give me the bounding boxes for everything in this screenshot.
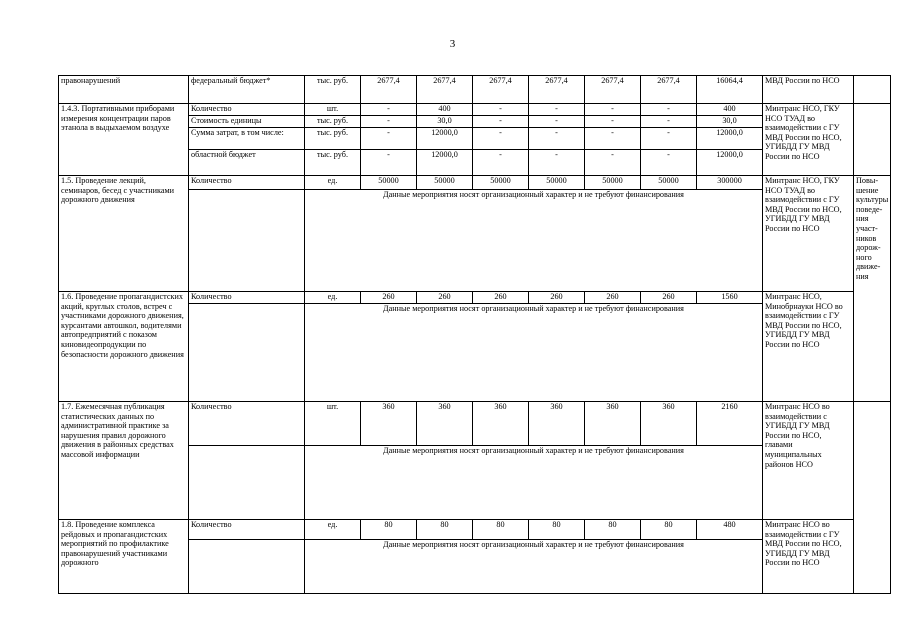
value-cell: 260 — [529, 292, 585, 304]
value-cell: 80 — [529, 520, 585, 540]
value-cell: - — [361, 128, 417, 150]
org-note: Данные мероприятия носят организационный характер и не требуют финансирования — [305, 190, 763, 292]
unit-cell: тыс. руб. — [305, 116, 361, 128]
event-name: 1.4.3. Портативными приборами измерения концентрации паров этанола в выдыхаемом воздухе — [59, 104, 189, 176]
org-note: Данные мероприятия носят организационный характер и не требуют финансирования — [305, 446, 763, 520]
value-cell: - — [641, 150, 697, 176]
value-cell: 260 — [585, 292, 641, 304]
result-cell-empty — [854, 402, 891, 594]
unit-cell: ед. — [305, 176, 361, 190]
value-cell: - — [473, 116, 529, 128]
indicator-cell: Количество — [189, 176, 305, 190]
unit-cell: ед. — [305, 292, 361, 304]
expected-result: Повы-шение культуры поведе-ния участ-ников дорож-ного движе-ния — [854, 176, 891, 402]
value-cell: - — [529, 104, 585, 116]
total-cell: 12000,0 — [697, 150, 763, 176]
value-cell: - — [473, 128, 529, 150]
value-cell: 50000 — [361, 176, 417, 190]
total-cell: 16064,4 — [697, 76, 763, 104]
value-cell: - — [641, 116, 697, 128]
event-name: 1.6. Проведение пропагандистских акций, круглых столов, встреч с участниками дорожного движения, курсантами автошкол, водителями автопредприятий с показом киновидеопродукции по безопасности дорожного движения — [59, 292, 189, 402]
indicator-cell: Стоимость единицы — [189, 116, 305, 128]
indicator-cell: Количество — [189, 104, 305, 116]
value-cell: 260 — [417, 292, 473, 304]
value-cell: 50000 — [585, 176, 641, 190]
unit-cell: тыс. руб. — [305, 128, 361, 150]
value-cell: 260 — [361, 292, 417, 304]
value-cell: 260 — [641, 292, 697, 304]
value-cell: 360 — [361, 402, 417, 446]
unit-cell: ед. — [305, 520, 361, 540]
unit-cell: шт. — [305, 402, 361, 446]
total-cell: 480 — [697, 520, 763, 540]
executor-cell: Минтранс НСО во взаимодействии с ГУ МВД России по НСО, УГИБДД ГУ МВД России по НСО — [763, 520, 854, 594]
value-cell: - — [361, 104, 417, 116]
value-cell: - — [361, 150, 417, 176]
value-cell: - — [529, 116, 585, 128]
total-cell: 2160 — [697, 402, 763, 446]
value-cell: 400 — [417, 104, 473, 116]
result-cell-empty — [854, 104, 891, 176]
unit-cell: тыс. руб. — [305, 150, 361, 176]
value-cell: - — [585, 150, 641, 176]
event-name: правонарушений — [59, 76, 189, 104]
value-cell: 2677,4 — [473, 76, 529, 104]
value-cell: - — [585, 116, 641, 128]
indicator-cell-empty — [189, 540, 305, 594]
value-cell: - — [529, 128, 585, 150]
table-row — [59, 402, 891, 446]
value-cell: 2677,4 — [361, 76, 417, 104]
value-cell: - — [361, 116, 417, 128]
value-cell: - — [473, 104, 529, 116]
table-row — [59, 104, 891, 116]
value-cell: 360 — [473, 402, 529, 446]
indicator-cell: Количество — [189, 402, 305, 446]
value-cell: 360 — [585, 402, 641, 446]
indicator-cell: Количество — [189, 520, 305, 540]
event-name: 1.5. Проведение лекций, семинаров, бесед с участниками дорожного движения — [59, 176, 189, 292]
value-cell: 80 — [473, 520, 529, 540]
value-cell: - — [585, 128, 641, 150]
value-cell: 30,0 — [417, 116, 473, 128]
value-cell: 12000,0 — [417, 128, 473, 150]
indicator-cell: Количество — [189, 292, 305, 304]
indicator-cell-empty — [189, 446, 305, 520]
value-cell: 50000 — [473, 176, 529, 190]
table-row — [59, 176, 891, 190]
executor-cell: Минтранс НСО, Минобрнауки НСО во взаимодействии с ГУ МВД России по НСО, УГИБДД ГУ МВД России по НСО — [763, 292, 854, 402]
value-cell: 80 — [585, 520, 641, 540]
total-cell: 400 — [697, 104, 763, 116]
table-row — [59, 76, 891, 104]
value-cell: 2677,4 — [529, 76, 585, 104]
org-note: Данные мероприятия носят организационный характер и не требуют финансирования — [305, 304, 763, 402]
executor-cell: Минтранс НСО во взаимодействии с УГИБДД ГУ МВД России по НСО, главами муниципальных районов НСО — [763, 402, 854, 520]
event-name: 1.8. Проведение комплекса рейдовых и пропагандистских мероприятий по профилактике правонарушений участниками дорожного — [59, 520, 189, 594]
indicator-cell-empty — [189, 190, 305, 292]
unit-cell: тыс. руб. — [305, 76, 361, 104]
value-cell: 80 — [641, 520, 697, 540]
total-cell: 1560 — [697, 292, 763, 304]
value-cell: - — [473, 150, 529, 176]
total-cell: 300000 — [697, 176, 763, 190]
org-note: Данные мероприятия носят организационный характер и не требуют финансирования — [305, 540, 763, 594]
value-cell: 2677,4 — [585, 76, 641, 104]
executor-cell: Минтранс НСО, ГКУ НСО ТУАД во взаимодействии с ГУ МВД России по НСО, УГИБДД ГУ МВД России по НСО — [763, 104, 854, 176]
executor-cell: МВД России по НСО — [763, 76, 854, 104]
total-cell: 30,0 — [697, 116, 763, 128]
unit-cell: шт. — [305, 104, 361, 116]
result-cell-empty — [854, 76, 891, 104]
page-number: 3 — [449, 38, 456, 50]
program-table — [58, 75, 891, 594]
value-cell: - — [585, 104, 641, 116]
value-cell: 50000 — [417, 176, 473, 190]
event-name: 1.7. Ежемесячная публикация статистических данных по административной практике за нарушения правил дорожного движения в районных средствах массовой информации — [59, 402, 189, 520]
executor-cell: Минтранс НСО, ГКУ НСО ТУАД во взаимодействии с ГУ МВД России по НСО, УГИБДД ГУ МВД России по НСО — [763, 176, 854, 292]
indicator-cell: областной бюджет — [189, 150, 305, 176]
value-cell: - — [641, 128, 697, 150]
value-cell: 12000,0 — [417, 150, 473, 176]
value-cell: - — [641, 104, 697, 116]
table-row — [59, 520, 891, 540]
value-cell: 80 — [361, 520, 417, 540]
value-cell: 360 — [529, 402, 585, 446]
value-cell: - — [529, 150, 585, 176]
funding-source: федеральный бюджет* — [189, 76, 305, 104]
value-cell: 360 — [417, 402, 473, 446]
table-row — [59, 292, 891, 304]
value-cell: 50000 — [529, 176, 585, 190]
value-cell: 2677,4 — [641, 76, 697, 104]
value-cell: 2677,4 — [417, 76, 473, 104]
value-cell: 50000 — [641, 176, 697, 190]
value-cell: 360 — [641, 402, 697, 446]
value-cell: 260 — [473, 292, 529, 304]
indicator-cell: Сумма затрат, в том числе: — [189, 128, 305, 150]
value-cell: 80 — [417, 520, 473, 540]
indicator-cell-empty — [189, 304, 305, 402]
total-cell: 12000,0 — [697, 128, 763, 150]
